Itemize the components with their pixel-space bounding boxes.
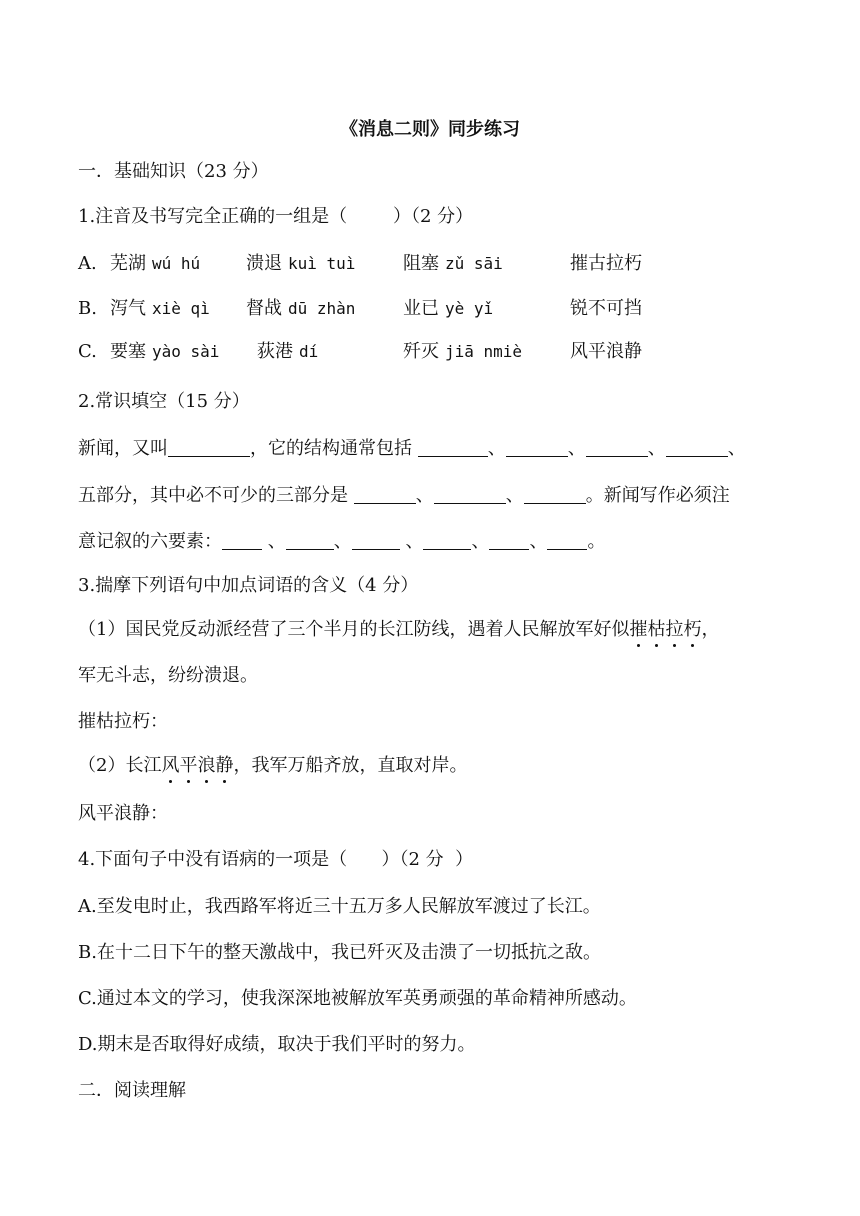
dotted-char: 拉 <box>665 619 684 640</box>
dotted-char: 朽 <box>683 619 702 640</box>
option-pinyin: zǔ sāi <box>445 254 503 273</box>
question-4-option-c: C.通过本文的学习，使我深深地被解放军英勇顽强的革命精神所感动。 <box>78 988 637 1009</box>
question-2-line-3 <box>78 530 605 554</box>
option-pinyin: kuì tuì <box>288 254 356 273</box>
answer-blank[interactable] <box>586 438 648 457</box>
section-reading-comprehension: 二．阅读理解 <box>78 1080 186 1101</box>
answer-blank[interactable] <box>506 438 568 457</box>
text: （1）国民党反动派经营了三个半月的长江防线，遇着人民解放军好似 <box>78 619 630 640</box>
separator: 、 <box>333 531 352 552</box>
option-word: 溃退 <box>246 253 282 274</box>
text: ， <box>701 619 720 640</box>
separator: 、 <box>505 485 524 506</box>
question-3-sentence-2 <box>78 754 467 778</box>
dotted-char: 平 <box>179 755 198 776</box>
answer-blank[interactable] <box>286 531 334 550</box>
question-2-line-2 <box>78 484 730 508</box>
text: 。新闻写作必须注 <box>585 485 730 506</box>
option-pinyin: yè yǐ <box>445 299 494 318</box>
option-pinyin: jiā nmiè <box>445 342 523 361</box>
separator: 、 <box>529 531 548 552</box>
question-1-stem: 1.注音及书写完全正确的一组是（ ）（2 分） <box>78 206 474 227</box>
question-3-sentence-1 <box>78 618 719 642</box>
dotted-char: 枯 <box>647 619 666 640</box>
option-pinyin: wú hú <box>152 254 201 273</box>
answer-blank[interactable] <box>418 438 488 457</box>
question-3-answer-2-label: 风平浪静： <box>78 803 168 824</box>
question-4-option-b: B.在十二日下午的整天激战中，我已歼灭及击溃了一切抵抗之敌。 <box>78 942 601 963</box>
dotted-char: 静 <box>215 755 234 776</box>
question-4-option-d: D.期末是否取得好成绩，取决于我们平时的努力。 <box>78 1034 476 1055</box>
option-word: 荻港 <box>257 341 293 362</box>
text: ，它的结构通常包括 <box>250 438 412 459</box>
section-basic-knowledge: 一．基础知识（23 分） <box>78 161 269 182</box>
period: 。 <box>587 531 606 552</box>
answer-blank[interactable] <box>524 485 586 504</box>
answer-blank[interactable] <box>423 531 471 550</box>
separator: 、 <box>471 531 490 552</box>
dotted-char: 风 <box>161 755 180 776</box>
separator: 、 <box>415 485 434 506</box>
question-2-stem: 2.常识填空（15 分） <box>78 391 250 412</box>
question-4-option-a: A.至发电时止，我西路军将近三十五万多人民解放军渡过了长江。 <box>78 896 601 917</box>
separator: 、 <box>567 438 586 459</box>
option-word: 摧古拉朽 <box>570 253 642 274</box>
question-3-answer-1-label: 摧枯拉朽： <box>78 711 168 732</box>
answer-blank[interactable] <box>666 438 728 457</box>
option-word: 锐不可挡 <box>570 298 642 319</box>
separator: 、 <box>647 438 666 459</box>
question-3-sentence-1-cont: 军无斗志，纷纷溃退。 <box>78 665 258 686</box>
dotted-char: 摧 <box>629 619 648 640</box>
answer-blank[interactable] <box>434 485 506 504</box>
option-pinyin: xiè qì <box>152 299 210 318</box>
option-word: 芜湖 <box>110 253 146 274</box>
dotted-char: 浪 <box>197 755 216 776</box>
option-label: B. <box>78 298 97 319</box>
text: 五部分，其中必不可少的三部分是 <box>78 485 348 506</box>
page-title: 《消息二则》同步练习 <box>340 119 520 140</box>
text: 意记叙的六要素： <box>78 531 222 552</box>
answer-blank[interactable] <box>352 531 400 550</box>
option-label: A. <box>78 253 97 274</box>
separator: 、 <box>727 438 746 459</box>
answer-blank[interactable] <box>547 531 587 550</box>
separator: 、 <box>267 531 286 552</box>
answer-blank[interactable] <box>222 531 262 550</box>
option-word: 要塞 <box>110 341 146 362</box>
separator: 、 <box>405 531 424 552</box>
option-pinyin: yào sài <box>152 342 220 361</box>
text: ，我军万船齐放，直取对岸。 <box>233 755 468 776</box>
question-4-stem: 4.下面句子中没有语病的一项是（ ）（2 分 ） <box>78 849 474 870</box>
answer-blank[interactable] <box>489 531 529 550</box>
text: 新闻，又叫 <box>78 438 168 459</box>
question-2-line-1 <box>78 437 746 461</box>
question-3-stem: 3.揣摩下列语句中加点词语的含义（4 分） <box>78 575 419 596</box>
option-word: 泻气 <box>110 298 146 319</box>
answer-blank[interactable] <box>168 438 250 457</box>
option-word: 歼灭 <box>403 341 439 362</box>
separator: 、 <box>487 438 506 459</box>
option-word: 业已 <box>403 298 439 319</box>
option-label: C. <box>78 341 97 362</box>
option-pinyin: dū zhàn <box>288 299 356 318</box>
option-pinyin: dí <box>299 342 319 361</box>
option-word: 督战 <box>246 298 282 319</box>
option-word: 风平浪静 <box>570 341 642 362</box>
text: （2）长江 <box>78 755 162 776</box>
answer-blank[interactable] <box>354 485 416 504</box>
option-word: 阻塞 <box>403 253 439 274</box>
